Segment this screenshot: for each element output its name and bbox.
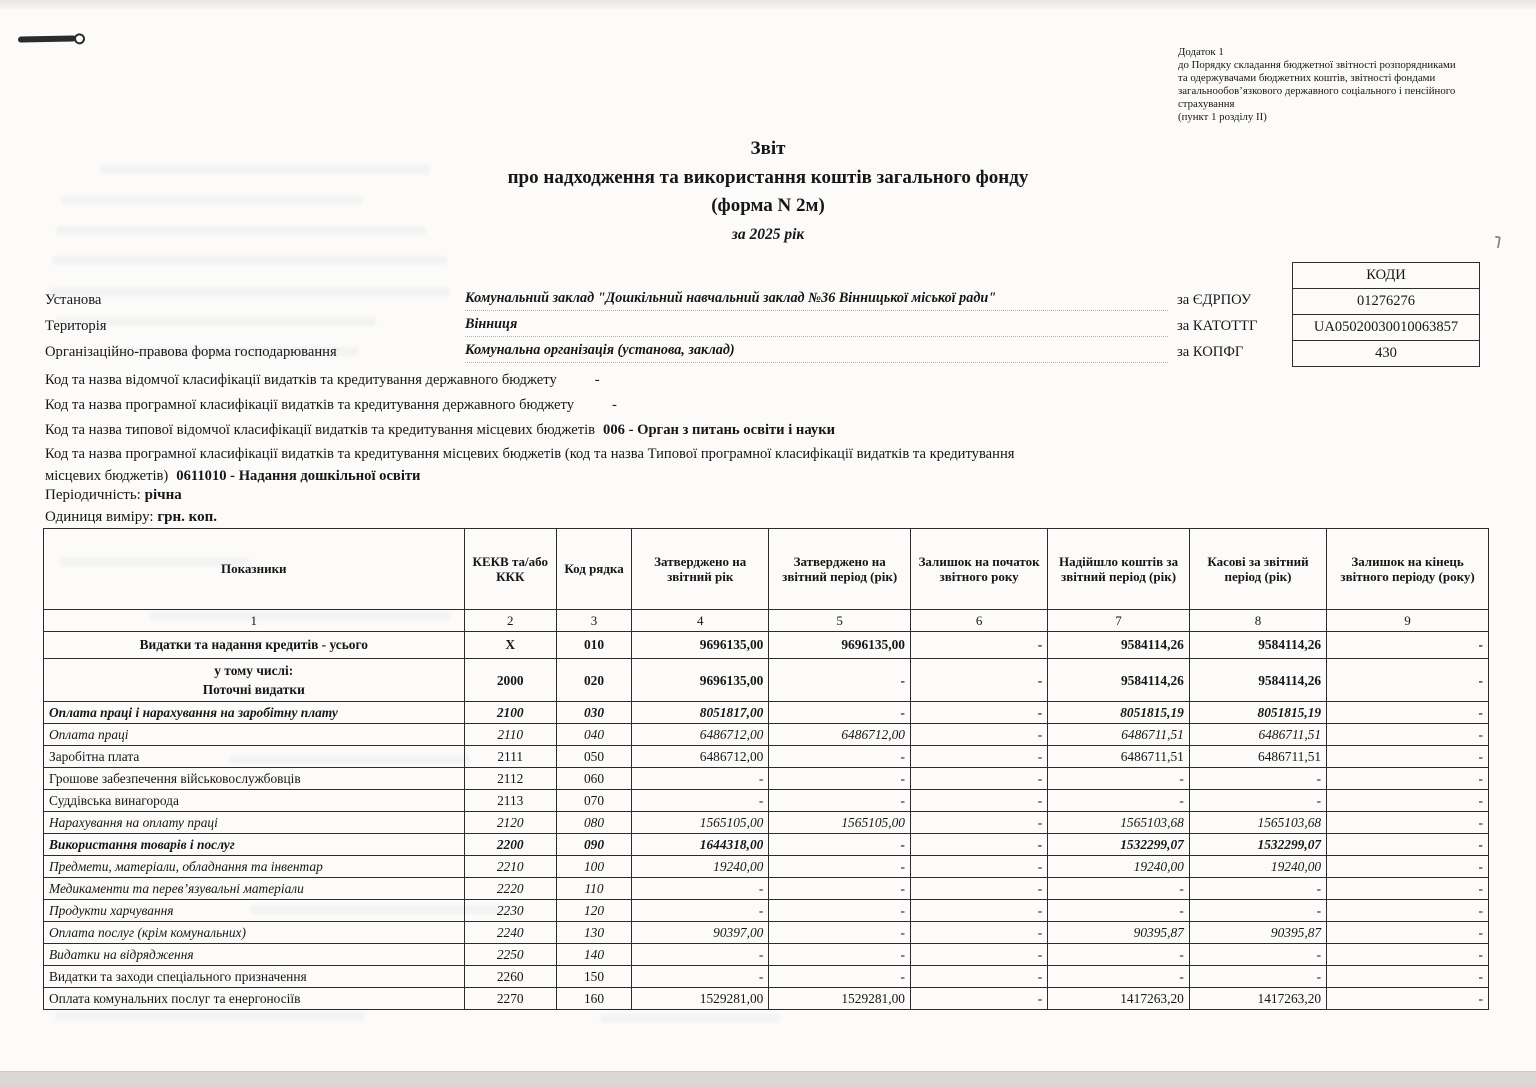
cell-balance-end: - <box>1327 856 1489 878</box>
unit-label: Одиниця виміру: <box>45 509 154 525</box>
cell-approved-year: - <box>632 900 769 922</box>
budget-table <box>43 528 1489 1010</box>
row-indicator: Суддівська винагорода <box>44 790 465 812</box>
cell-balance-start: - <box>910 856 1047 878</box>
document-title <box>0 137 1536 244</box>
row-code: 010 <box>556 632 631 659</box>
row-code: 120 <box>556 900 631 922</box>
bleed-artifact <box>600 1014 780 1023</box>
col-number: 5 <box>769 610 911 632</box>
cell-received: 90395,87 <box>1048 922 1190 944</box>
cell-approved-period: - <box>769 900 911 922</box>
cell-balance-start: - <box>910 632 1047 659</box>
cell-balance-start: - <box>910 834 1047 856</box>
cell-balance-end: - <box>1327 724 1489 746</box>
unit-line <box>45 509 217 526</box>
cell-cash: - <box>1189 790 1326 812</box>
cell-approved-year: - <box>632 966 769 988</box>
row-indicator: Оплата праці і нарахування на заробітну плату <box>44 702 465 724</box>
cell-cash: - <box>1189 900 1326 922</box>
cell-received: - <box>1048 790 1190 812</box>
cell-cash: - <box>1189 768 1326 790</box>
cell-received: 1565103,68 <box>1048 812 1190 834</box>
cell-approved-year: - <box>632 878 769 900</box>
classification-label: Код та назва програмної класифікації видатків та кредитування місцевих бюджетів (код та назва Типової програмної класифікації видатків та кредитування місцевих бюджетів) <box>45 446 1015 484</box>
cell-approved-year: 8051817,00 <box>632 702 769 724</box>
cell-balance-start: - <box>910 944 1047 966</box>
cell-cash: 6486711,51 <box>1189 724 1326 746</box>
classification-line-1 <box>45 369 600 391</box>
col-header-balance-end: Залишок на кінець звітного періоду (року) <box>1327 529 1489 610</box>
info-row-territory <box>45 318 1495 342</box>
classification-line-4 <box>45 443 1055 487</box>
cell-received: 9584114,26 <box>1048 659 1190 702</box>
cell-approved-year: 6486712,00 <box>632 724 769 746</box>
row-indicator: Видатки та надання кредитів - усього <box>44 632 465 659</box>
appendix-line: страхування <box>1178 97 1235 110</box>
table-row <box>44 988 1489 1010</box>
row-indicator: Заробітна плата <box>44 746 465 768</box>
cell-approved-period: - <box>769 790 911 812</box>
kopfg-label: за КОПФГ <box>1177 344 1244 360</box>
cell-received: - <box>1048 944 1190 966</box>
row-kekv: 2250 <box>464 944 556 966</box>
table-row <box>44 966 1489 988</box>
cell-balance-start: - <box>910 922 1047 944</box>
cell-received: - <box>1048 966 1190 988</box>
row-code: 110 <box>556 878 631 900</box>
col-number: 7 <box>1048 610 1190 632</box>
cell-cash: - <box>1189 966 1326 988</box>
cell-approved-year: - <box>632 768 769 790</box>
col-header-approved-year: Затверджено на звітний рік <box>632 529 769 610</box>
classification-value: 0611010 - Надання дошкільної освіти <box>176 468 421 484</box>
cell-approved-period: 9696135,00 <box>769 632 911 659</box>
col-number: 9 <box>1327 610 1489 632</box>
periodicity-value: річна <box>144 487 182 503</box>
cell-approved-year: 19240,00 <box>632 856 769 878</box>
cell-balance-end: - <box>1327 988 1489 1010</box>
edrpou-label: за ЄДРПОУ <box>1177 292 1252 308</box>
cell-approved-year: 1644318,00 <box>632 834 769 856</box>
row-code: 060 <box>556 768 631 790</box>
row-indicator: у тому числі: Поточні видатки <box>44 659 465 702</box>
cell-approved-year: 6486712,00 <box>632 746 769 768</box>
cell-cash: 9584114,26 <box>1189 632 1326 659</box>
territory-label: Територія <box>45 318 107 334</box>
row-indicator: Видатки на відрядження <box>44 944 465 966</box>
katottg-code: UA05020030010063857 <box>1293 314 1479 340</box>
table-row <box>44 746 1489 768</box>
row-code: 150 <box>556 966 631 988</box>
cell-approved-year: 1529281,00 <box>632 988 769 1010</box>
org-form-label: Організаційно-правова форма господарювання <box>45 344 337 360</box>
cell-received: - <box>1048 900 1190 922</box>
cell-approved-year: - <box>632 944 769 966</box>
appendix-line: та одержувачами бюджетних коштів, звітності фондами <box>1178 71 1436 84</box>
cell-cash: - <box>1189 878 1326 900</box>
institution-value: Комунальний заклад "Дошкільний навчальний заклад №36 Вінницької міської ради" <box>465 290 1168 311</box>
cell-balance-start: - <box>910 966 1047 988</box>
col-number: 6 <box>910 610 1047 632</box>
cell-approved-year: - <box>632 790 769 812</box>
row-code: 160 <box>556 988 631 1010</box>
cell-balance-end: - <box>1327 922 1489 944</box>
pen-mark-artifact <box>18 35 76 42</box>
col-header-indicators: Показники <box>44 529 465 610</box>
col-number: 8 <box>1189 610 1326 632</box>
table-row <box>44 724 1489 746</box>
appendix-note <box>1178 46 1508 123</box>
row-code: 040 <box>556 724 631 746</box>
cell-balance-end: - <box>1327 944 1489 966</box>
cell-approved-period: - <box>769 746 911 768</box>
unit-value: грн. коп. <box>157 509 217 525</box>
table-row <box>44 790 1489 812</box>
row-indicator: Продукти харчування <box>44 900 465 922</box>
cell-balance-start: - <box>910 878 1047 900</box>
row-indicator: Медикаменти та перев’язувальні матеріали <box>44 878 465 900</box>
table-row <box>44 878 1489 900</box>
row-indicator: Оплата послуг (крім комунальних) <box>44 922 465 944</box>
col-number: 4 <box>632 610 769 632</box>
bleed-artifact <box>55 1012 365 1021</box>
table-row <box>44 900 1489 922</box>
table-row <box>44 922 1489 944</box>
row-code: 020 <box>556 659 631 702</box>
scan-edge-bottom <box>0 1071 1536 1087</box>
cell-approved-period: - <box>769 768 911 790</box>
cell-cash: 6486711,51 <box>1189 746 1326 768</box>
org-form-value: Комунальна організація (установа, заклад) <box>465 342 1168 363</box>
title-line-1: Звіт <box>750 138 786 159</box>
periodicity-label: Періодичність: <box>45 487 141 503</box>
cell-cash: 90395,87 <box>1189 922 1326 944</box>
cell-approved-period: 6486712,00 <box>769 724 911 746</box>
cell-received: - <box>1048 878 1190 900</box>
cell-approved-year: 9696135,00 <box>632 632 769 659</box>
appendix-line: (пункт 1 розділу II) <box>1178 110 1267 123</box>
cell-approved-period: - <box>769 878 911 900</box>
cell-received: 1417263,20 <box>1048 988 1190 1010</box>
col-header-kekv: КЕКВ та/або ККК <box>464 529 556 610</box>
appendix-line: загальнообов’язкового державного соціального і пенсійного <box>1178 84 1456 97</box>
title-period: за 2025 рік <box>731 226 805 243</box>
kopfg-code: 430 <box>1293 340 1479 366</box>
row-code: 090 <box>556 834 631 856</box>
col-number: 1 <box>44 610 465 632</box>
cell-balance-start: - <box>910 900 1047 922</box>
scan-edge-top <box>0 0 1536 9</box>
col-number: 2 <box>464 610 556 632</box>
row-code: 130 <box>556 922 631 944</box>
row-kekv: 2110 <box>464 724 556 746</box>
institution-label: Установа <box>45 292 102 308</box>
cell-approved-period: - <box>769 834 911 856</box>
cell-approved-period: - <box>769 966 911 988</box>
row-kekv: 2270 <box>464 988 556 1010</box>
row-code: 050 <box>556 746 631 768</box>
codes-header: КОДИ <box>1366 267 1406 283</box>
cell-cash: 1565103,68 <box>1189 812 1326 834</box>
row-kekv: 2112 <box>464 768 556 790</box>
row-kekv: 2113 <box>464 790 556 812</box>
cell-balance-start: - <box>910 812 1047 834</box>
cell-balance-start: - <box>910 702 1047 724</box>
cell-approved-period: - <box>769 702 911 724</box>
row-indicator: Використання товарів і послуг <box>44 834 465 856</box>
cell-approved-period: 1565105,00 <box>769 812 911 834</box>
cell-cash: - <box>1189 944 1326 966</box>
cell-balance-start: - <box>910 659 1047 702</box>
classification-value: 006 - Орган з питань освіти і науки <box>603 422 836 438</box>
row-indicator: Предмети, матеріали, обладнання та інвентар <box>44 856 465 878</box>
row-code: 070 <box>556 790 631 812</box>
cell-balance-end: - <box>1327 659 1489 702</box>
cell-balance-end: - <box>1327 834 1489 856</box>
classification-label: Код та назва типової відомчої класифікації видатків та кредитування місцевих бюджетів <box>45 422 596 438</box>
row-indicator: Оплата комунальних послуг та енергоносіїв <box>44 988 465 1010</box>
row-kekv: 2120 <box>464 812 556 834</box>
cell-cash: 1532299,07 <box>1189 834 1326 856</box>
col-header-approved-period: Затверджено на звітний період (рік) <box>769 529 911 610</box>
cell-balance-end: - <box>1327 768 1489 790</box>
col-header-received: Надійшло коштів за звітний період (рік) <box>1048 529 1190 610</box>
table-row <box>44 856 1489 878</box>
row-kekv: 2100 <box>464 702 556 724</box>
edrpou-code: 01276276 <box>1293 288 1479 314</box>
cell-approved-year: 9696135,00 <box>632 659 769 702</box>
table-row <box>44 659 1489 702</box>
table-header-row <box>44 529 1489 610</box>
row-indicator: Грошове забезпечення військовослужбовців <box>44 768 465 790</box>
table-row <box>44 702 1489 724</box>
cell-balance-end: - <box>1327 812 1489 834</box>
cell-approved-year: 1565105,00 <box>632 812 769 834</box>
classification-value: - <box>612 397 617 413</box>
periodicity-line <box>45 487 182 504</box>
classification-value: - <box>594 372 600 388</box>
table-row <box>44 812 1489 834</box>
cell-balance-start: - <box>910 724 1047 746</box>
info-row-org-form <box>45 344 1495 368</box>
row-code: 140 <box>556 944 631 966</box>
cell-received: 19240,00 <box>1048 856 1190 878</box>
row-code: 030 <box>556 702 631 724</box>
col-header-row-code: Код рядка <box>556 529 631 610</box>
cell-approved-period: - <box>769 856 911 878</box>
cell-cash: 1417263,20 <box>1189 988 1326 1010</box>
cell-balance-end: - <box>1327 900 1489 922</box>
row-kekv: 2240 <box>464 922 556 944</box>
cell-approved-period: - <box>769 944 911 966</box>
classification-label: Код та назва програмної класифікації видатків та кредитування державного бюджету <box>45 397 574 413</box>
table-row <box>44 834 1489 856</box>
row-kekv: 2111 <box>464 746 556 768</box>
info-row-institution <box>45 292 1495 316</box>
col-header-cash: Касові за звітний період (рік) <box>1189 529 1326 610</box>
cell-balance-end: - <box>1327 790 1489 812</box>
territory-value: Вінниця <box>465 316 1168 337</box>
cell-received: - <box>1048 768 1190 790</box>
cell-balance-end: - <box>1327 632 1489 659</box>
classification-line-3 <box>45 419 835 441</box>
row-kekv: X <box>464 632 556 659</box>
cell-cash: 19240,00 <box>1189 856 1326 878</box>
row-kekv: 2220 <box>464 878 556 900</box>
cell-approved-period: - <box>769 922 911 944</box>
row-indicator: Нарахування на оплату праці <box>44 812 465 834</box>
cell-balance-end: - <box>1327 878 1489 900</box>
cell-cash: 8051815,19 <box>1189 702 1326 724</box>
col-header-balance-start: Залишок на початок звітного року <box>910 529 1047 610</box>
cell-received: 9584114,26 <box>1048 632 1190 659</box>
row-kekv: 2230 <box>464 900 556 922</box>
katottg-label: за КАТОТТГ <box>1177 318 1258 334</box>
cell-approved-year: 90397,00 <box>632 922 769 944</box>
cell-balance-end: - <box>1327 746 1489 768</box>
cell-balance-start: - <box>910 988 1047 1010</box>
row-code: 080 <box>556 812 631 834</box>
cell-balance-end: - <box>1327 702 1489 724</box>
cell-balance-end: - <box>1327 966 1489 988</box>
cell-cash: 9584114,26 <box>1189 659 1326 702</box>
column-number-row <box>44 610 1489 632</box>
title-line-2: про надходження та використання коштів загального фонду <box>507 167 1029 188</box>
appendix-line: до Порядку складання бюджетної звітності розпорядниками <box>1178 58 1456 71</box>
cell-received: 8051815,19 <box>1048 702 1190 724</box>
col-number: 3 <box>556 610 631 632</box>
table-row <box>44 768 1489 790</box>
table-row <box>44 632 1489 659</box>
appendix-line: Додаток 1 <box>1178 46 1224 58</box>
row-kekv: 2210 <box>464 856 556 878</box>
cell-approved-period: 1529281,00 <box>769 988 911 1010</box>
table-row <box>44 944 1489 966</box>
cell-received: 6486711,51 <box>1048 724 1190 746</box>
row-indicator: Оплата праці <box>44 724 465 746</box>
cell-balance-start: - <box>910 746 1047 768</box>
cell-received: 1532299,07 <box>1048 834 1190 856</box>
cell-balance-start: - <box>910 790 1047 812</box>
cell-received: 6486711,51 <box>1048 746 1190 768</box>
row-kekv: 2200 <box>464 834 556 856</box>
classification-label: Код та назва відомчої класифікації видатків та кредитування державного бюджету <box>45 372 557 388</box>
row-code: 100 <box>556 856 631 878</box>
row-kekv: 2260 <box>464 966 556 988</box>
bleed-artifact <box>52 256 447 265</box>
cell-approved-period: - <box>769 659 911 702</box>
cell-balance-start: - <box>910 768 1047 790</box>
row-kekv: 2000 <box>464 659 556 702</box>
row-indicator: Видатки та заходи спеціального призначення <box>44 966 465 988</box>
title-line-3: (форма N 2м) <box>711 195 825 216</box>
classification-line-2 <box>45 394 617 416</box>
